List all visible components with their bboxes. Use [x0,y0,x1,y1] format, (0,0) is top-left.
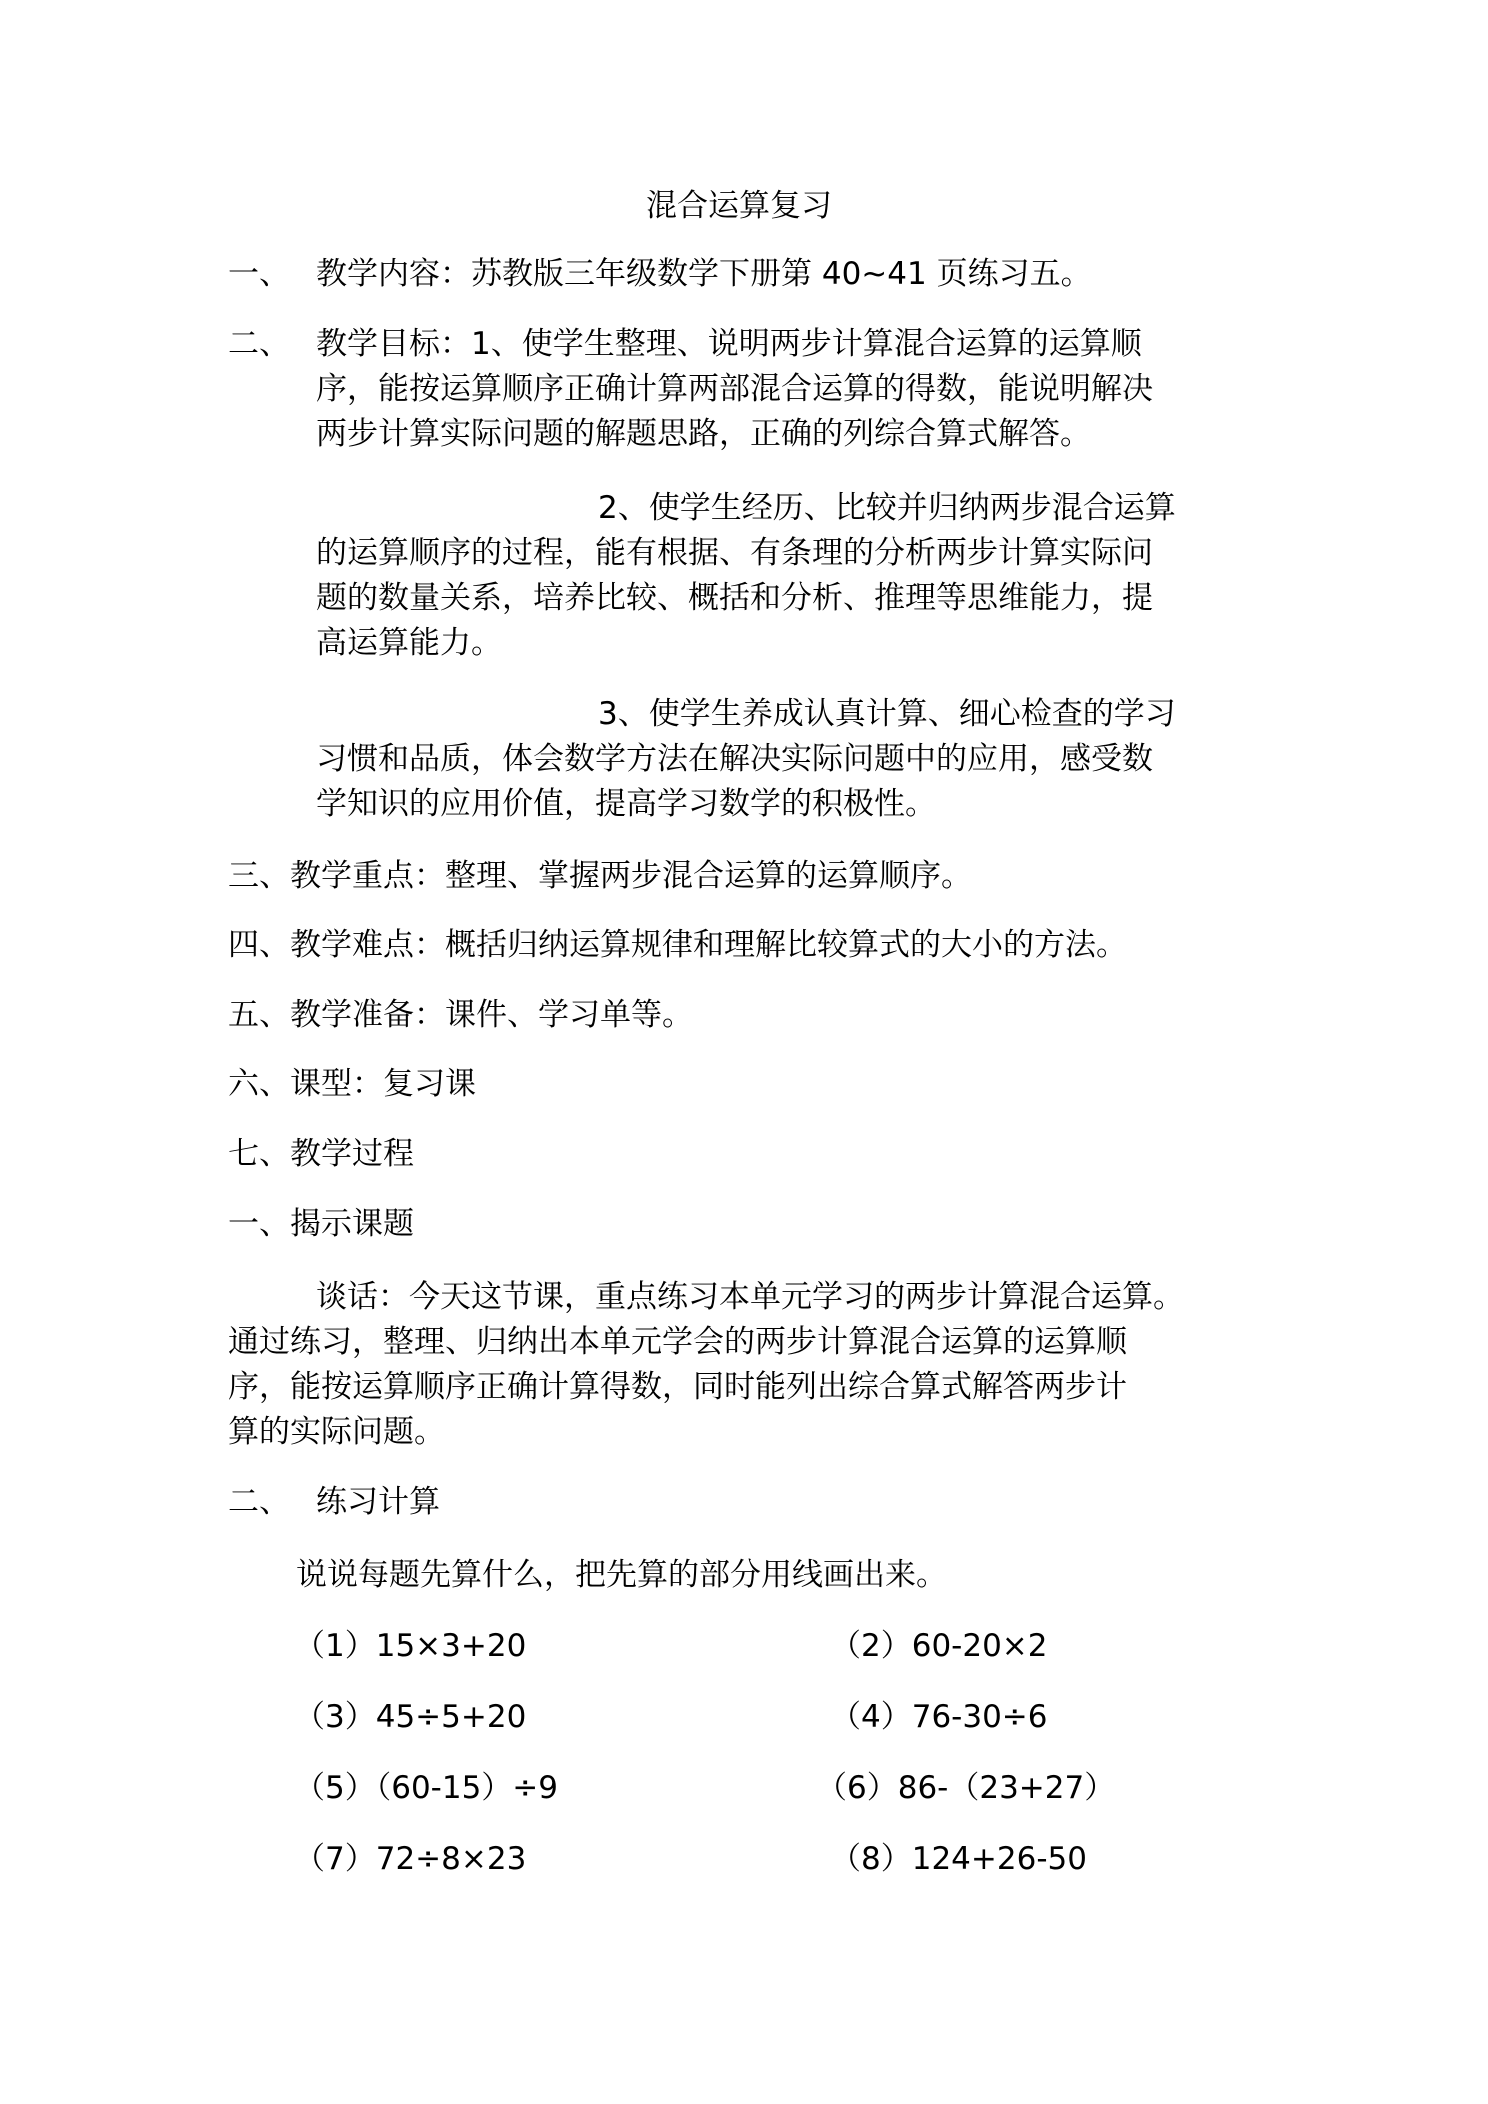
document-title: 混合运算复习 [646,188,832,224]
exercise-item: （3）45÷5+20 [294,1699,527,1735]
section-5: 五、教学准备：课件、学习单等。 [228,997,693,1033]
section-4: 四、教学难点：概括归纳运算规律和理解比较算式的大小的方法。 [228,927,1127,963]
exercise-item: （5）（60-15）÷9 [294,1770,558,1806]
goal-3-line: 学知识的应用价值，提高学习数学的积极性。 [316,786,936,822]
section-3: 三、教学重点：整理、掌握两步混合运算的运算顺序。 [228,858,972,894]
process-2-heading: 练习计算 [316,1484,440,1520]
section-6: 六、课型：复习课 [228,1066,476,1102]
goal-2-line: 的运算顺序的过程，能有根据、有条理的分析两步计算实际问 [316,535,1153,571]
exercise-item: （8）124+26-50 [830,1841,1087,1877]
section-1-number: 一、 [228,256,290,292]
exercise-instruction: 说说每题先算什么，把先算的部分用线画出来。 [296,1557,947,1593]
exercise-item: （2）60-20×2 [830,1628,1048,1664]
goal-3-line: 习惯和品质，体会数学方法在解决实际问题中的应用，感受数 [316,741,1153,777]
process-1-line: 算的实际问题。 [228,1414,445,1450]
exercise-item: （6）86-（23+27） [816,1770,1116,1806]
section-2-line: 两步计算实际问题的解题思路，正确的列综合算式解答。 [316,416,1091,452]
section-1-text: 教学内容：苏教版三年级数学下册第 40~41 页练习五。 [316,256,1092,292]
section-2-line: 教学目标：1、使学生整理、说明两步计算混合运算的运算顺 [316,326,1142,362]
goal-2-line: 2、使学生经历、比较并归纳两步混合运算 [598,490,1176,526]
goal-2-line: 高运算能力。 [316,625,502,661]
goal-2-line: 题的数量关系，培养比较、概括和分析、推理等思维能力，提 [316,580,1153,616]
section-2-number: 二、 [228,326,290,362]
exercise-item: （4）76-30÷6 [830,1699,1048,1735]
process-2-number: 二、 [228,1484,290,1520]
process-1-line: 序，能按运算顺序正确计算得数，同时能列出综合算式解答两步计 [228,1369,1127,1405]
section-7: 七、教学过程 [228,1136,414,1172]
section-2-line: 序，能按运算顺序正确计算两部混合运算的得数，能说明解决 [316,371,1153,407]
exercise-item: （7）72÷8×23 [294,1841,527,1877]
process-1-line: 通过练习，整理、归纳出本单元学会的两步计算混合运算的运算顺 [228,1324,1127,1360]
exercise-item: （1）15×3+20 [294,1628,527,1664]
process-1-line: 谈话：今天这节课，重点练习本单元学习的两步计算混合运算。 [316,1279,1184,1315]
process-1-heading: 一、揭示课题 [228,1206,414,1242]
goal-3-line: 3、使学生养成认真计算、细心检查的学习 [598,696,1176,732]
